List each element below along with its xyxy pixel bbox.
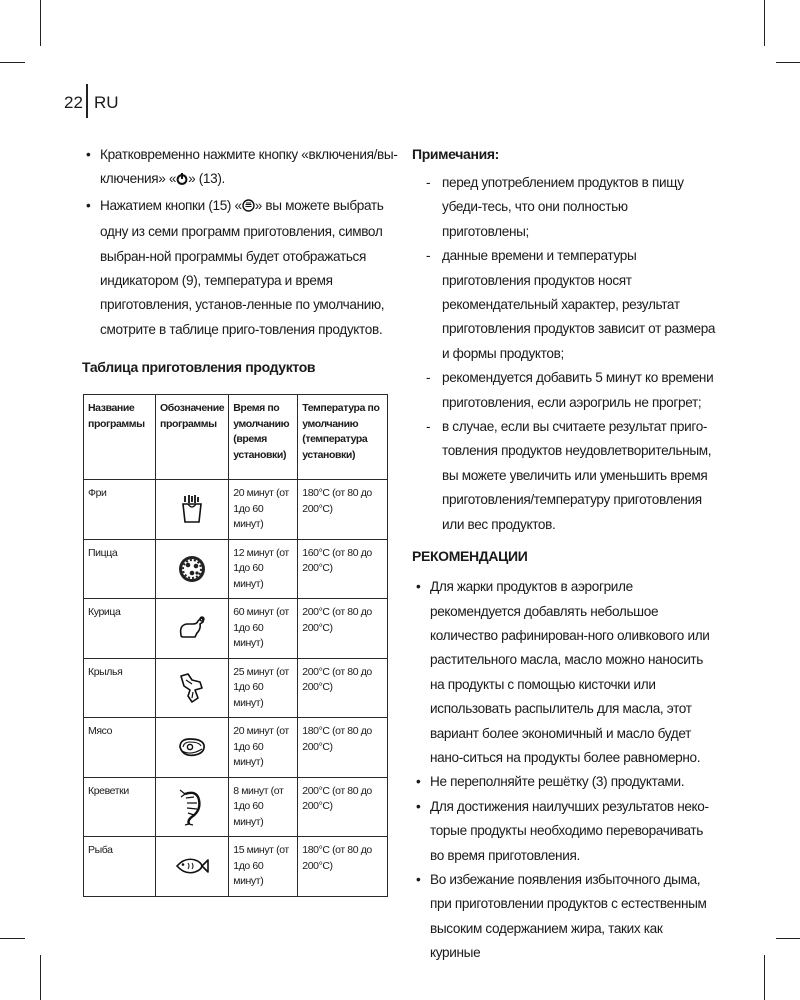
chicken-icon bbox=[177, 615, 207, 641]
table-row bbox=[84, 837, 388, 897]
column-header: Обозначение программы bbox=[156, 395, 229, 480]
list-item: • Для достижения наилучших результатов неко-торые продукты необходимо переворачивать во время приготовления. bbox=[412, 795, 716, 868]
table-row bbox=[84, 777, 388, 837]
shrimp-icon bbox=[179, 788, 205, 826]
program-name: Рыба bbox=[84, 837, 156, 897]
wings-icon bbox=[178, 672, 206, 704]
default-time: 12 минут (от 1до 60 минут) bbox=[229, 539, 298, 599]
left-column bbox=[82, 143, 402, 378]
default-temperature: 200°С (от 80 до 200°С) bbox=[298, 599, 388, 659]
list-item: - данные времени и температуры приготовления продуктов носят рекомендательный характер, результат приготовления продуктов зависит от размера и формы продуктов; bbox=[412, 244, 716, 366]
page-number: 22 bbox=[64, 93, 83, 112]
pizza-icon bbox=[177, 554, 207, 584]
program-menu-icon bbox=[242, 196, 255, 220]
default-time: 20 минут (от 1до 60 минут) bbox=[229, 718, 298, 778]
program-name: Крылья bbox=[84, 658, 156, 718]
crop-mark bbox=[764, 955, 765, 1000]
list-item: • Нажатием кнопки (15) « » вы можете выбрать одну из семи программ приготовления, символ выбран-ной программы будет отображаться индикатором (9), температура и время приготовления, установ-ленные по умолчанию, смотрите в таблице приго-товления продуктов. bbox=[82, 194, 402, 342]
power-icon bbox=[176, 169, 188, 193]
program-name: Мясо bbox=[84, 718, 156, 778]
program-name: Курица bbox=[84, 599, 156, 659]
program-icon-cell bbox=[156, 539, 229, 599]
recommendations-list bbox=[412, 575, 716, 966]
program-icon-cell bbox=[156, 658, 229, 718]
notes-title: Примечания: bbox=[412, 146, 499, 162]
default-temperature: 200°С (от 80 до 200°С) bbox=[298, 777, 388, 837]
column-header: Температура по умолчанию (температура установки) bbox=[298, 395, 388, 480]
default-time: 60 минут (от 1до 60 минут) bbox=[229, 599, 298, 659]
default-temperature: 200°С (от 80 до 200°С) bbox=[298, 658, 388, 718]
program-name: Креветки bbox=[84, 777, 156, 837]
fish-icon bbox=[175, 855, 209, 877]
program-icon-cell bbox=[156, 777, 229, 837]
cooking-table bbox=[83, 394, 388, 897]
default-temperature: 180°С (от 80 до 200°С) bbox=[298, 480, 388, 540]
table-header-row bbox=[84, 395, 388, 480]
list-item: - рекомендуется добавить 5 минут ко времени приготовления, если аэрогриль не прогрет; bbox=[412, 366, 716, 415]
list-item: • Не переполняйте решётку (3) продуктами. bbox=[412, 770, 716, 794]
table-row bbox=[84, 658, 388, 718]
fries-icon bbox=[181, 494, 203, 524]
table-row bbox=[84, 599, 388, 659]
default-time: 8 минут (от 1до 60 минут) bbox=[229, 777, 298, 837]
column-header: Время по умолчанию (время установки) bbox=[229, 395, 298, 480]
list-item: - перед употреблением продуктов в пищу убеди-тесь, что они полностью приготовлены; bbox=[412, 171, 716, 244]
crop-mark bbox=[0, 62, 25, 63]
recommendations-title: РЕКОМЕНДАЦИИ bbox=[412, 548, 528, 565]
table-title: Таблица приготовления продуктов bbox=[82, 359, 316, 376]
default-temperature: 180°С (от 80 до 200°С) bbox=[298, 837, 388, 897]
page-header-divider bbox=[86, 84, 88, 118]
list-item: • Кратковременно нажмите кнопку «включения/вы-ключения» « » (13). bbox=[82, 143, 402, 194]
program-icon-cell bbox=[156, 718, 229, 778]
crop-mark bbox=[776, 62, 800, 63]
right-column bbox=[412, 143, 716, 966]
list-item: • Для жарки продуктов в аэрогриле рекомендуется добавлять небольшое количество рафинирован-ного оливкового или растительного масла, масло можно наносить на продукты с помощью кисточки или использовать распылитель для масла, этот вариант более экономичный и масло будет нано-ситься на продукты более равномерно. bbox=[412, 575, 716, 770]
table-row bbox=[84, 718, 388, 778]
instruction-list bbox=[82, 143, 402, 342]
language-code: RU bbox=[94, 93, 119, 112]
crop-mark bbox=[776, 938, 800, 939]
list-item: • Во избежание появления избыточного дыма, при приготовлении продуктов с естественным высоким содержанием жира, таких как куриные bbox=[412, 868, 716, 966]
notes-list bbox=[412, 171, 716, 537]
crop-mark bbox=[40, 955, 41, 1000]
table-row bbox=[84, 480, 388, 540]
crop-mark bbox=[40, 0, 41, 46]
steak-icon bbox=[177, 735, 207, 759]
crop-mark bbox=[764, 0, 765, 46]
default-time: 20 минут (от 1до 60 минут) bbox=[229, 480, 298, 540]
crop-mark bbox=[0, 938, 25, 939]
program-name: Фри bbox=[84, 480, 156, 540]
program-icon-cell bbox=[156, 480, 229, 540]
list-item: - в случае, если вы считаете результат приго-товления продуктов неудовлетворительным, вы можете увеличить или уменьшить время приготовления/температуру приготовления или вес продуктов. bbox=[412, 415, 716, 537]
default-time: 25 минут (от 1до 60 минут) bbox=[229, 658, 298, 718]
table-row bbox=[84, 539, 388, 599]
program-icon-cell bbox=[156, 599, 229, 659]
program-name: Пицца bbox=[84, 539, 156, 599]
default-temperature: 180°С (от 80 до 200°С) bbox=[298, 718, 388, 778]
program-icon-cell bbox=[156, 837, 229, 897]
default-temperature: 160°С (от 80 до 200°С) bbox=[298, 539, 388, 599]
column-header: Название программы bbox=[84, 395, 156, 480]
default-time: 15 минут (от 1до 60 минут) bbox=[229, 837, 298, 897]
